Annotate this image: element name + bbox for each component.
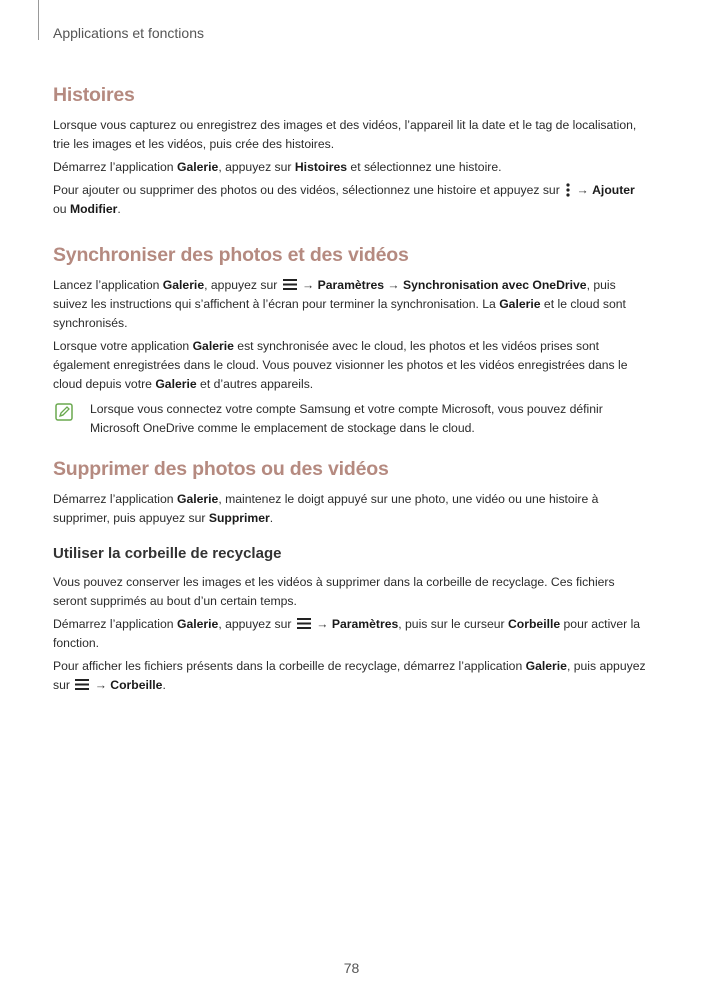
histoires-paragraph-2: Démarrez l’application Galerie, appuyez sur Histoires et sélectionnez une histoire. — [53, 160, 502, 174]
recycle-paragraph-1: Vous pouvez conserver les images et les vidéos à supprimer dans la corbeille de recyclage. Ces fichiers seront supprimés au bout d’un certain temps. — [53, 575, 615, 608]
note-pencil-icon — [55, 403, 73, 421]
menu-icon — [297, 618, 311, 629]
more-options-icon — [565, 183, 571, 197]
menu-icon — [283, 279, 297, 290]
sync-paragraph-2: Lorsque votre application Galerie est synchronisée avec le cloud, les photos et les vidéos prises sont également enregistrées dans le cloud. Vous pouvez visionner les photos et les vidéos enregistrées dans le cloud depuis votre Galerie et d’autres appareils. — [53, 339, 628, 391]
page-header: Applications et fonctions — [53, 25, 204, 41]
recycle-section — [53, 545, 651, 695]
delete-paragraph-1: Démarrez l’application Galerie, maintenez le doigt appuyé sur une photo, une vidéo ou une histoire à supprimer, puis appuyez sur Supprimer. — [53, 492, 599, 525]
section-title-delete: Supprimer des photos ou des vidéos — [53, 458, 389, 480]
recycle-paragraph-3: Pour afficher les fichiers présents dans la corbeille de recyclage, démarrez l’application Galerie, puis appuyez sur → Corbeille. — [53, 659, 646, 692]
histoires-paragraph-3: Pour ajouter ou supprimer des photos ou des vidéos, sélectionnez une histoire et appuyez sur → Ajouter ou Modifier. — [53, 183, 635, 216]
histoires-paragraph-1: Lorsque vous capturez ou enregistrez des images et des vidéos, l’appareil lit la date et le tag de localisation, trie les images et les vidéos, puis crée des histoires. — [53, 118, 637, 151]
page-number: 78 — [343, 960, 360, 976]
subsection-title-recycle: Utiliser la corbeille de recyclage — [53, 545, 282, 562]
section-title-histoires: Histoires — [53, 84, 135, 106]
header-rule — [38, 0, 39, 40]
section-title-sync: Synchroniser des photos et des vidéos — [53, 244, 409, 266]
sync-paragraph-1: Lancez l’application Galerie, appuyez sur → Paramètres → Synchronisation avec OneDrive, puis suivez les instructions qui s’affichent à l’écran pour terminer la synchronisation. La Galerie et le cloud sont synchronisés. — [53, 278, 626, 330]
sync-note-text: Lorsque vous connectez votre compte Samsung et votre compte Microsoft, vous pouvez définir Microsoft OneDrive comme le emplacement de stockage dans le cloud. — [90, 402, 603, 435]
recycle-paragraph-2: Démarrez l’application Galerie, appuyez sur → Paramètres, puis sur le curseur Corbeille pour activer la fonction. — [53, 617, 641, 650]
page-content — [53, 84, 651, 695]
menu-icon — [75, 679, 89, 690]
sync-note — [53, 400, 651, 438]
